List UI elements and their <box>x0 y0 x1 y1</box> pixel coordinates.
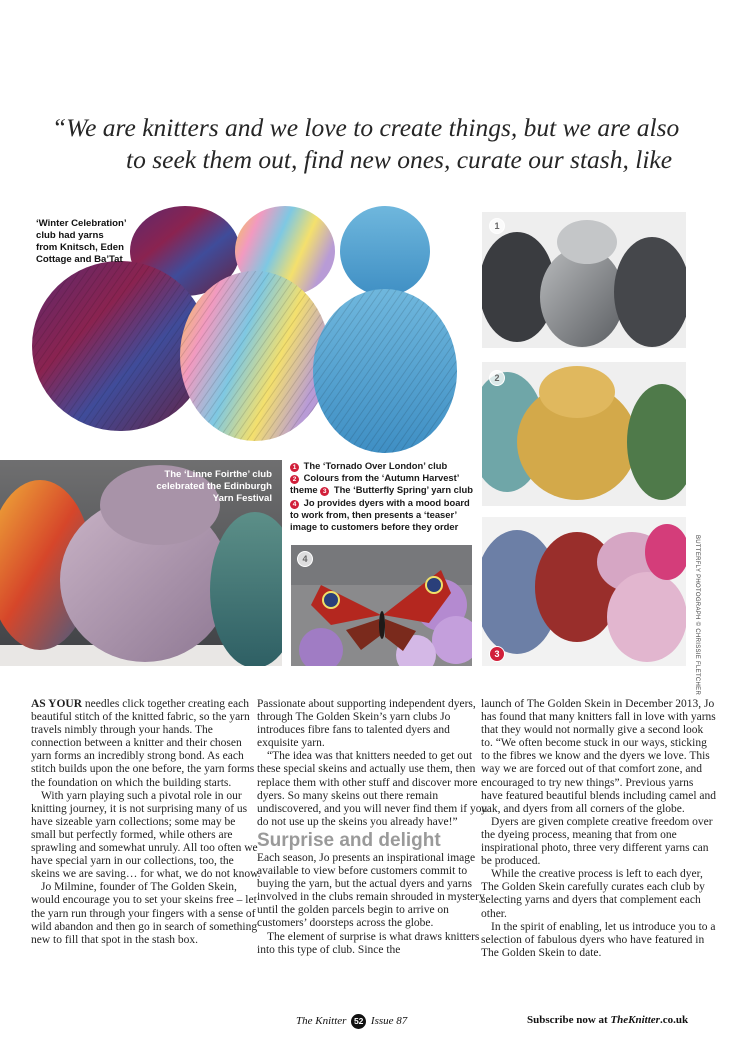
article-paragraph: Each season, Jo presents an inspirational image available to view before customers commit to buying the yarn, but the actual dyers and yarns involved in the clubs remain shrouded in mystery until the golden parcels begin to arrive on customers’ doorsteps across the globe. <box>257 851 485 930</box>
photo-butterfly <box>291 545 472 666</box>
magazine-name: The Knitter <box>296 1015 347 1027</box>
article-paragraph: While the creative process is left to each dyer, The Golden Skein carefully curates each club by selecting yarns and dyers that complement each other. <box>481 868 705 920</box>
photo-number-2: 2 <box>489 370 505 386</box>
article-paragraph: With yarn playing such a pivotal role in our knitting journey, it is not surprising many of us have sizeable yarn collections; some may be small but perfectly formed, while others are sprawling and somewhat unruly. All too often we have special yarn in our collections, too, the skeins we are saving… for what, we do not know. <box>31 789 261 881</box>
article-column-1 <box>31 698 263 947</box>
article-paragraph: Jo Milmine, founder of The Golden Skein, would encourage you to set your skeins free – let the yarn run through your fingers with a sense of wild abandon and then go in search of something new to fill that spot in the stash box. <box>31 881 258 946</box>
legend-item-1: 1 The ‘Tornado Over London’ club <box>290 460 447 471</box>
site-name: TheKnitter <box>610 1014 660 1026</box>
photo-credit: BUTTERFLY PHOTOGRAPH © CHRISSIE FLETCHER <box>694 535 700 696</box>
pull-quote-line-1: “We are knitters and we love to create things, but we are also <box>52 113 680 142</box>
lead-in: AS YOUR <box>31 698 83 710</box>
grey-yarn-image <box>482 212 686 348</box>
caption-linne-foirthe: The ‘Linne Foirthe’ club celebrated the Edinburgh Yarn Festival <box>156 469 272 504</box>
article-paragraph: Passionate about supporting independent dyers, through The Golden Skein’s yarn clubs Jo introduces fibre fans to talented dyers and exquisite yarn. <box>257 698 476 750</box>
legend-item-3: 3 The ‘Butterfly Spring’ yarn club <box>320 484 473 495</box>
article-paragraph: launch of The Golden Skein in December 2013, Jo has found that many knitters fall in love with yarns that they would not normally give a second look to. “We often become stuck in our ways, sticking to the fibres we know and the dyers we love. This way we are forced out of that comfort zone, and encouraged to try new things”. Previous yarns have featured beautiful blends including camel and yak, and dyers from all corners of the globe. <box>481 698 717 815</box>
article-paragraph: The element of surprise is what draws knitters into this type of club. Since the <box>257 930 480 956</box>
issue-number: Issue 87 <box>370 1015 408 1027</box>
photo-butterfly-spring <box>482 517 686 666</box>
butterfly-image <box>291 545 472 666</box>
article-paragraph: In the spirit of enabling, let us introduce you to a selection of fabulous dyers who have featured in The Golden Skein to date. <box>481 920 716 959</box>
article-column-2 <box>257 698 489 957</box>
subscribe-prefix: Subscribe now at <box>527 1014 611 1026</box>
autumn-yarn-image <box>482 362 686 506</box>
photo-number-4: 4 <box>297 551 313 567</box>
photo-tornado-over-london <box>482 212 686 348</box>
legend-item-2: 2 Colours from the ‘Autumn Harvest’ theme <box>290 472 459 496</box>
page-number: 52 <box>351 1014 366 1029</box>
photo-autumn-harvest <box>482 362 686 506</box>
caption-winter-celebration: ‘Winter Celebration’ club had yarns from Knitsch, Eden Cottage and Ba’Tat <box>36 218 127 265</box>
footer-magazine <box>296 1014 407 1029</box>
footer-subscribe <box>527 1014 688 1026</box>
photo-number-1: 1 <box>489 218 505 234</box>
article-paragraph: Dyers are given complete creative freedom over the dyeing process, meaning that from one inspirational photo, three very different yarns can be produced. <box>481 815 713 868</box>
spring-yarn-image <box>482 517 686 666</box>
article-column-3 <box>481 698 717 960</box>
photo-legend <box>290 460 480 533</box>
article-paragraph: “The idea was that knitters needed to get out these special skeins and actually use them, then replace them with other stuff and discover more dyers. So many skeins out there remain undiscovered, and you will never find them if you do not use up the skeins you already have!” <box>257 750 488 828</box>
site-suffix: .co.uk <box>659 1014 689 1026</box>
section-subhead: Surprise and delight <box>257 829 441 851</box>
article-paragraph: AS YOUR needles click together creating each beautiful stitch of the knitted fabric, so the yarn travels nimbly through your hands. The connection between a knitter and their chosen yarn forms an incredibly strong bond. As each stitch builds upon the one before, the yarn forms the foundation on which the building starts. <box>31 698 255 789</box>
legend-item-4: 4 Jo provides dyers with a mood board to work from, then presents a ‘teaser’ image to customers before they order <box>290 496 470 533</box>
pull-quote-line-2: to seek them out, find new ones, curate our stash, like <box>126 145 673 174</box>
pull-quote <box>52 112 742 176</box>
photo-number-3: 3 <box>489 646 505 662</box>
